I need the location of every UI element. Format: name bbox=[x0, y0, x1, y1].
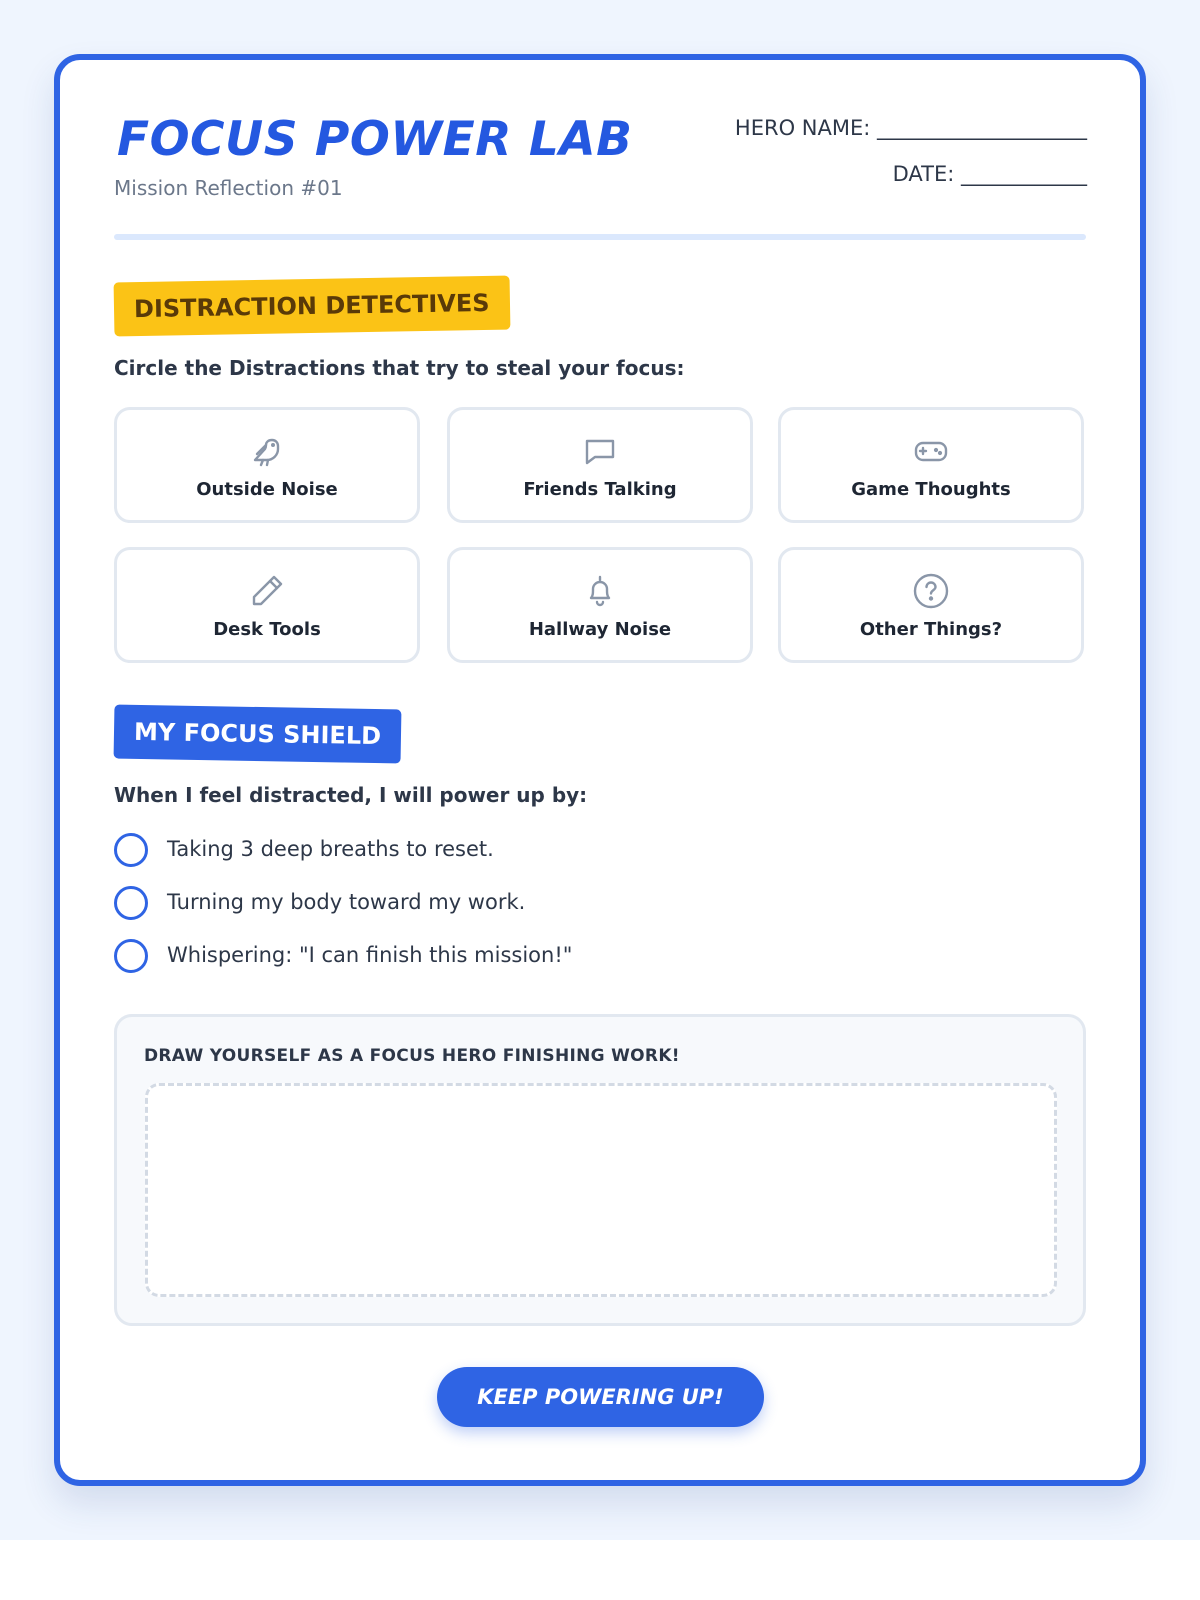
tile-label: Game Thoughts bbox=[851, 479, 1011, 500]
focus-shield-heading: MY FOCUS SHIELD bbox=[114, 704, 402, 763]
distraction-tile-friends-talking[interactable] bbox=[447, 407, 753, 523]
tile-label: Other Things? bbox=[859, 619, 1003, 640]
pencil-icon bbox=[248, 572, 286, 610]
option-label: Taking 3 deep breaths to reset. bbox=[167, 837, 494, 861]
tile-label: Outside Noise bbox=[196, 479, 338, 500]
tile-label: Friends Talking bbox=[523, 479, 677, 500]
tile-label: Desk Tools bbox=[213, 619, 321, 640]
question-circle-icon bbox=[912, 572, 950, 610]
distractions-instruction: Circle the Distractions that try to steal your focus: bbox=[114, 356, 685, 380]
distraction-tile-hallway-noise[interactable] bbox=[447, 547, 753, 663]
bell-icon bbox=[581, 572, 619, 610]
page-subtitle: Mission Reflection #01 bbox=[114, 176, 343, 200]
distraction-tile-other-things[interactable] bbox=[778, 547, 1084, 663]
option-label: Turning my body toward my work. bbox=[167, 890, 526, 914]
shield-instruction: When I feel distracted, I will power up by: bbox=[114, 783, 588, 807]
page-title: FOCUS POWER LAB bbox=[117, 112, 633, 167]
bird-icon bbox=[248, 432, 286, 470]
option-label: Whispering: "I can finish this mission!" bbox=[167, 943, 573, 967]
radio-circle[interactable] bbox=[114, 939, 148, 973]
radio-circle[interactable] bbox=[114, 886, 148, 920]
distraction-tile-game-thoughts[interactable] bbox=[778, 407, 1084, 523]
distraction-detectives-heading: DISTRACTION DETECTIVES bbox=[114, 276, 510, 337]
gamepad-icon bbox=[912, 432, 950, 470]
drawing-area[interactable] bbox=[145, 1083, 1057, 1297]
tile-label: Hallway Noise bbox=[528, 619, 672, 640]
date-field[interactable]: DATE: ____________ bbox=[892, 162, 1087, 186]
header-divider bbox=[114, 234, 1086, 240]
chat-bubble-icon bbox=[581, 432, 619, 470]
distraction-tile-outside-noise[interactable] bbox=[114, 407, 420, 523]
keep-powering-up-button[interactable]: KEEP POWERING UP! bbox=[437, 1367, 764, 1427]
distraction-tile-desk-tools[interactable] bbox=[114, 547, 420, 663]
hero-name-field[interactable]: HERO NAME: ____________________ bbox=[734, 116, 1087, 140]
drawing-heading: DRAW YOURSELF AS A FOCUS HERO FINISHING WORK! bbox=[144, 1046, 680, 1066]
radio-circle[interactable] bbox=[114, 833, 148, 867]
